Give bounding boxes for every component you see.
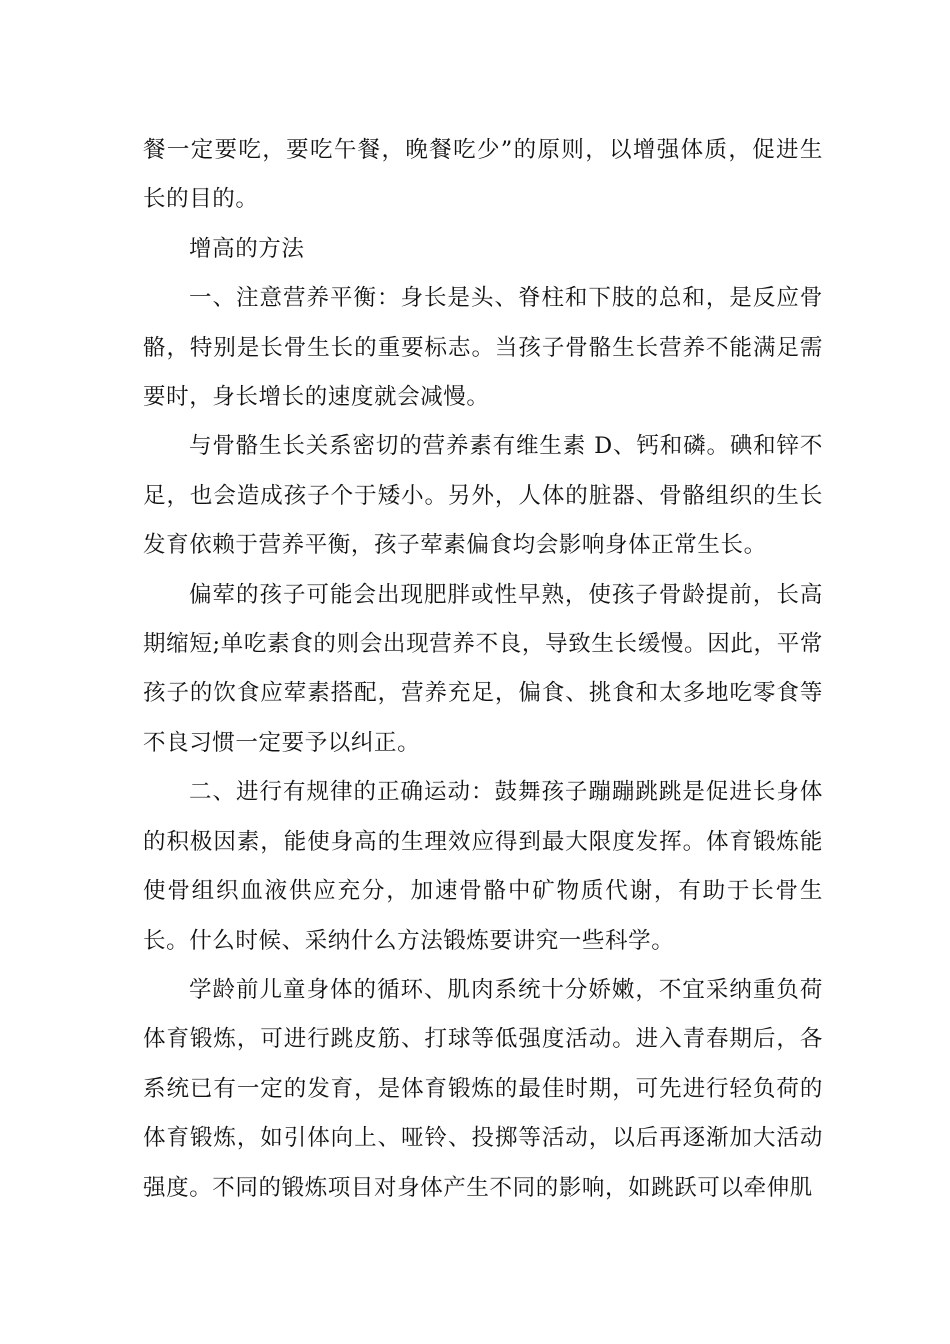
paragraph-diet-habits: 偏荤的孩子可能会出现肥胖或性早熟，使孩子骨龄提前，长高期缩短;单吃素食的则会出现营养不良，导致生长缓慢。因此，平常孩子的饮食应荤素搭配，营养充足，偏食、挑食和太多地吃零食等不良习惯一定要予以纠正。: [143, 581, 823, 756]
section-heading-methods: 增高的方法: [189, 235, 305, 262]
paragraph-1: 餐一定要吃，要吃午餐，晚餐吃少”的原则，以增强体质，促进生长的目的。: [143, 137, 823, 213]
paragraph-nutrition-balance: 一、注意营养平衡：身长是头、脊柱和下肢的总和，是反应骨骼，特别是长骨生长的重要标志。当孩子骨骼生长营养不能满足需要时，身长增长的速度就会减慢。: [143, 285, 823, 411]
paragraph-nutrients: 与骨骼生长关系密切的营养素有维生素 D、钙和磷。碘和锌不足，也会造成孩子个于矮小。另外，人体的脏器、骨骼组织的生长发育依赖于营养平衡，孩子荤素偏食均会影响身体正常生长。: [143, 433, 823, 559]
document-body: [143, 126, 823, 1213]
paragraph-age-exercise: 学龄前儿童身体的循环、肌肉系统十分娇嫩，不宜采纳重负荷体育锻炼，可进行跳皮筋、打球等低强度活动。进入青春期后，各系统已有一定的发育，是体育锻炼的最佳时期，可先进行轻负荷的体育锻炼，如引体向上、哑铃、投掷等活动，以后再逐渐加大活动强度。不同的锻炼项目对身体产生不同的影响，如跳跃可以牵伸肌: [143, 976, 823, 1201]
paragraph-exercise: 二、进行有规律的正确运动：鼓舞孩子蹦蹦跳跳是促进长身体的积极因素，能使身高的生理效应得到最大限度发挥。体育锻炼能使骨组织血液供应充分，加速骨骼中矿物质代谢，有助于长骨生长。什么时候、采纳什么方法锻炼要讲究一些科学。: [143, 779, 823, 954]
